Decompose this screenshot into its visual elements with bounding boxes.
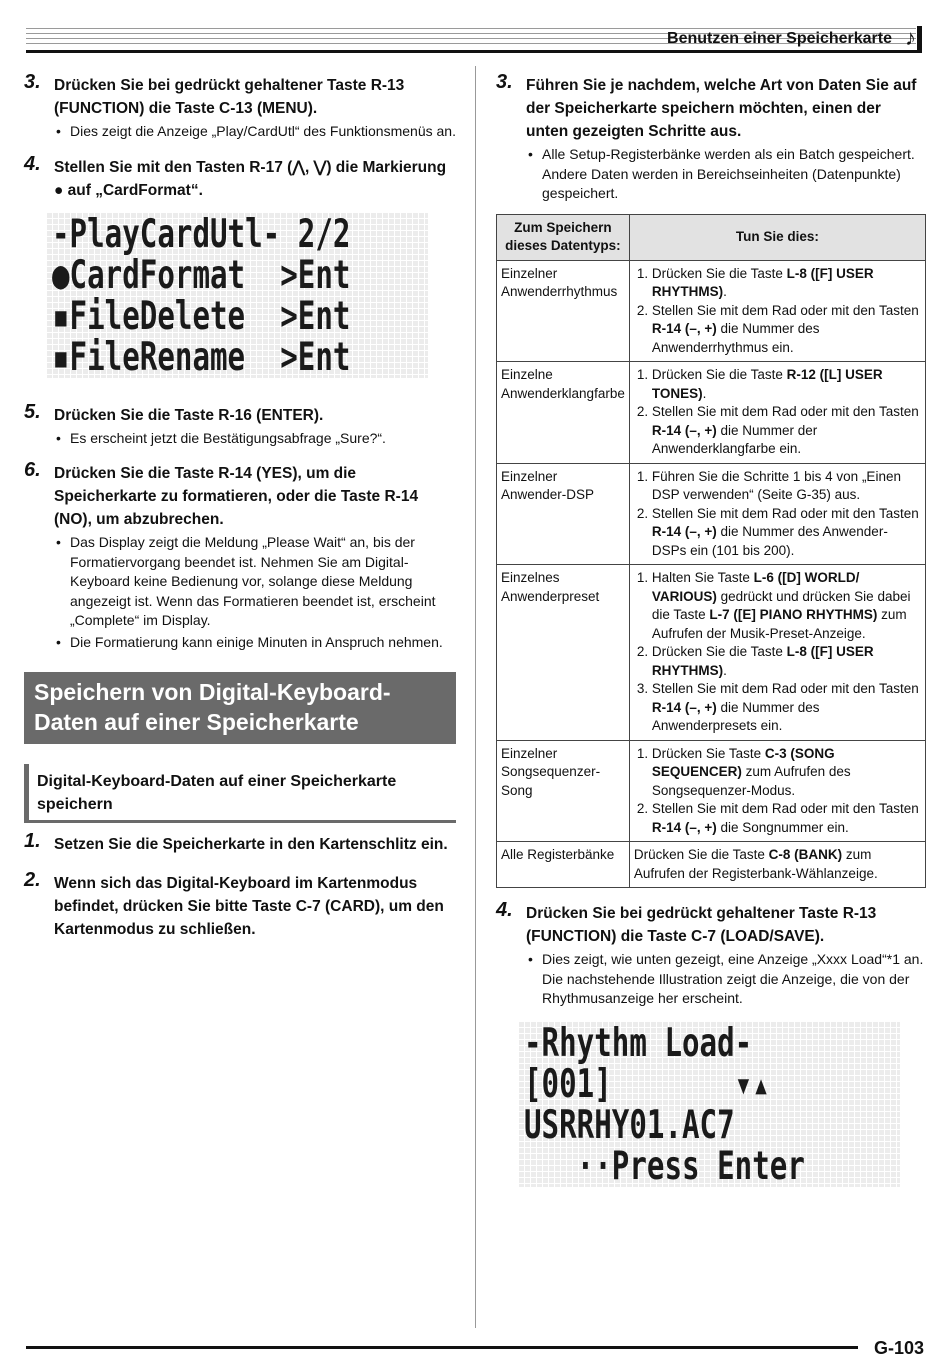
lcd-line: USRRHY01.AC7 <box>524 1102 735 1148</box>
action-steps-list <box>634 468 921 561</box>
bullet-text: • Die Formatierung kann einige Minuten in Anspruch nehmen. <box>54 633 456 653</box>
table-row <box>497 463 926 565</box>
sub-step-2 <box>24 869 456 941</box>
action-step: 2. Stellen Sie mit dem Rad oder mit den Tasten R-14 (–, +) die Nummer der Anwenderklangfarbe ein. <box>652 403 921 459</box>
step-text: Stellen Sie mit den Tasten R-17 (⋀, ⋁) die Markierung ● auf „CardFormat“. <box>54 158 447 199</box>
left-column <box>24 71 456 951</box>
key-name: R-14 (–, +) <box>651 524 717 539</box>
action-steps-list <box>634 745 921 838</box>
step-text: Drücken Sie die Taste R-14 (YES), um die Speicherkarte zu formatieren, oder die Taste R-14 (NO), um abzubrechen. <box>54 465 419 528</box>
table-row <box>497 362 926 464</box>
key-name: L-8 ([F] USER RHYTHMS) <box>651 265 874 299</box>
lcd-line: -PlayCardUtl- 2/2 <box>52 211 351 257</box>
step-3-left <box>24 71 456 142</box>
table-cell-action <box>629 740 925 842</box>
key-name: L-6 ([D] WORLD/ VARIOUS) <box>651 570 860 604</box>
key-name: R-12 ([L] USER TONES) <box>651 367 883 401</box>
table-cell-action <box>629 463 925 565</box>
subsection-title: Digital-Keyboard-Daten auf einer Speicherkarte speichern <box>24 764 456 823</box>
step-3-right <box>496 71 926 204</box>
step-number: 5. <box>24 400 41 423</box>
action-step: 2. Stellen Sie mit dem Rad oder mit den Tasten R-14 (–, +) die Songnummer ein. <box>652 800 921 837</box>
table-cell-data-type: Einzelnes Anwenderpreset <box>497 565 630 741</box>
action-step: 1. Drücken Sie die Taste R-12 ([L] USER TONES). <box>652 366 921 403</box>
lcd-line: ●CardFormat >Ent <box>52 252 351 298</box>
right-column <box>496 71 926 1187</box>
action-steps-list <box>634 265 921 358</box>
table-cell-action: Drücken Sie die Taste C-8 (BANK) zum Aufrufen der Registerbank-Wählanzeige. <box>629 842 925 888</box>
step-5-left <box>24 400 456 449</box>
action-steps-list <box>634 569 921 736</box>
table-cell-data-type: Alle Registerbänke <box>497 842 630 888</box>
step-4-right <box>496 899 926 1009</box>
action-step: 2. Drücken Sie die Taste L-8 ([F] USER RHYTHMS). <box>652 643 921 680</box>
column-divider <box>475 66 476 1328</box>
lcd-line: -Rhythm Load- <box>524 1020 753 1066</box>
action-step: 2. Stellen Sie mit dem Rad oder mit den Tasten R-14 (–, +) die Nummer des Anwender-DSPs ein (101 bis 200). <box>652 505 921 561</box>
action-step: 3. Stellen Sie mit dem Rad oder mit den Tasten R-14 (–, +) die Nummer des Anwenderpresets ein. <box>652 680 921 736</box>
step-text: Setzen Sie die Speicherkarte in den Kartenschlitz ein. <box>54 836 448 853</box>
lcd-line: ▪FileDelete >Ent <box>52 293 351 339</box>
action-step: 1. Halten Sie Taste L-6 ([D] WORLD/ VARIOUS) gedrückt und drücken Sie dabei die Taste L-7 ([E] PIANO RHYTHMS) zum Aufrufen der Musik-Preset-Anzeige. <box>652 569 921 643</box>
lcd-display-cardutl <box>46 212 428 378</box>
action-step: 1. Drücken Sie Taste C-3 (SONG SEQUENCER) zum Aufrufen des Songsequenzer-Modus. <box>652 745 921 801</box>
bullet-text: • Alle Setup-Registerbänke werden als ein Batch gespeichert. Andere Daten werden in Bereichseinheiten (Datenpunkte) gespeichert. <box>526 145 926 204</box>
table-cell-data-type: Einzelner Songsequenzer-Song <box>497 740 630 842</box>
table-cell-data-type: Einzelne Anwenderklangfarbe <box>497 362 630 464</box>
step-6-left <box>24 459 456 652</box>
key-name: R-14 (–, +) <box>651 819 717 835</box>
action-step: 1. Drücken Sie die Taste L-8 ([F] USER RHYTHMS). <box>652 265 921 302</box>
table-row <box>497 740 926 842</box>
key-name: R-14 (–, +) <box>651 699 717 715</box>
bullet-text: • Dies zeigt, wie unten gezeigt, eine Anzeige „Xxxx Load“*1 an. Die nachstehende Illustration zeigt die Anzeige, die von der Rhythmusanzeige her erscheint. <box>526 950 926 1009</box>
header-end-bar <box>917 26 922 53</box>
table-row <box>497 842 926 888</box>
header-rule <box>26 50 920 53</box>
step-number: 4. <box>496 899 513 921</box>
footer-rule <box>26 1346 858 1349</box>
key-name: C-8 (BANK) <box>768 847 843 862</box>
step-number: 6. <box>24 459 41 481</box>
step-number: 3. <box>496 71 513 93</box>
action-step: 2. Stellen Sie mit dem Rad oder mit den Tasten R-14 (–, +) die Nummer des Anwenderrhythmus ein. <box>652 302 921 358</box>
table-row <box>497 565 926 741</box>
lcd-line: ⋅⋅Press Enter <box>524 1143 805 1187</box>
table-cell-action <box>629 565 925 741</box>
bullet-text: • Dies zeigt die Anzeige „Play/CardUtl“ des Funktionsmenüs an. <box>54 122 456 142</box>
table-row <box>497 260 926 362</box>
step-number: 3. <box>24 71 41 93</box>
lcd-line: ▪FileRename >Ent <box>52 334 351 378</box>
section-title-banner: Speichern von Digital-Keyboard-Daten auf einer Speicherkarte <box>24 672 456 744</box>
step-text: Wenn sich das Digital-Keyboard im Kartenmodus befindet, drücken Sie bitte Taste C-7 (CARD), um den Kartenmodus zu schließen. <box>54 875 444 938</box>
table-header-type: Zum Speichern dieses Datentyps: <box>497 214 630 260</box>
bullet-text: • Es erscheint jetzt die Bestätigungsabfrage „Sure?“. <box>54 429 456 449</box>
key-name: L-8 ([F] USER RHYTHMS) <box>651 644 874 678</box>
key-name: C-3 (SONG SEQUENCER) <box>651 745 835 779</box>
table-cell-data-type: Einzelner Anwender-DSP <box>497 463 630 565</box>
step-text: Drücken Sie die Taste R-16 (ENTER). <box>54 406 324 424</box>
step-text: Drücken Sie bei gedrückt gehaltener Taste R-13 (FUNCTION) die Taste C-7 (LOAD/SAVE). <box>526 905 877 945</box>
step-number: 1. <box>24 830 41 852</box>
step-4-left <box>24 152 456 202</box>
lcd-display-rhythm-load <box>518 1021 900 1187</box>
table-header-action: Tun Sie dies: <box>629 214 925 260</box>
page-header-title: Benutzen einer Speicherkarte <box>667 30 892 47</box>
step-text: Führen Sie je nachdem, welche Art von Daten Sie auf der Speicherkarte speichern möchten, einen der unten gezeigten Schritte aus. <box>526 77 917 140</box>
data-type-table <box>496 214 926 889</box>
step-number: 2. <box>24 869 41 891</box>
bullet-text: • Das Display zeigt die Meldung „Please Wait“ an, bis der Formatiervorgang beendet ist. Nehmen Sie am Digital-Keyboard keine Bedienung vor, solange diese Meldung angezeigt ist. Wenn das Formatieren beendet ist, erscheint „Complete“ im Display. <box>54 533 456 631</box>
table-cell-action <box>629 362 925 464</box>
page-number: G-103 <box>873 1338 924 1358</box>
key-name: R-14 (–, +) <box>651 422 717 438</box>
music-note-icon: ♪ <box>905 25 916 50</box>
lcd-line: [001] ▾▴ <box>524 1061 770 1107</box>
step-text: Drücken Sie bei gedrückt gehaltener Taste R-13 (FUNCTION) die Taste C-13 (MENU). <box>54 77 405 117</box>
table-body <box>497 260 926 888</box>
key-name: R-14 (–, +) <box>651 321 717 336</box>
key-name: L-7 ([E] PIANO RHYTHMS) <box>709 607 878 622</box>
step-number: 4. <box>24 152 41 175</box>
table-cell-action <box>629 260 925 362</box>
action-steps-list <box>634 366 921 459</box>
sub-step-1 <box>24 830 456 856</box>
action-step: 1. Führen Sie die Schritte 1 bis 4 von „Einen DSP verwenden“ (Seite G-35) aus. <box>652 468 921 505</box>
table-cell-data-type: Einzelner Anwenderrhythmus <box>497 260 630 362</box>
